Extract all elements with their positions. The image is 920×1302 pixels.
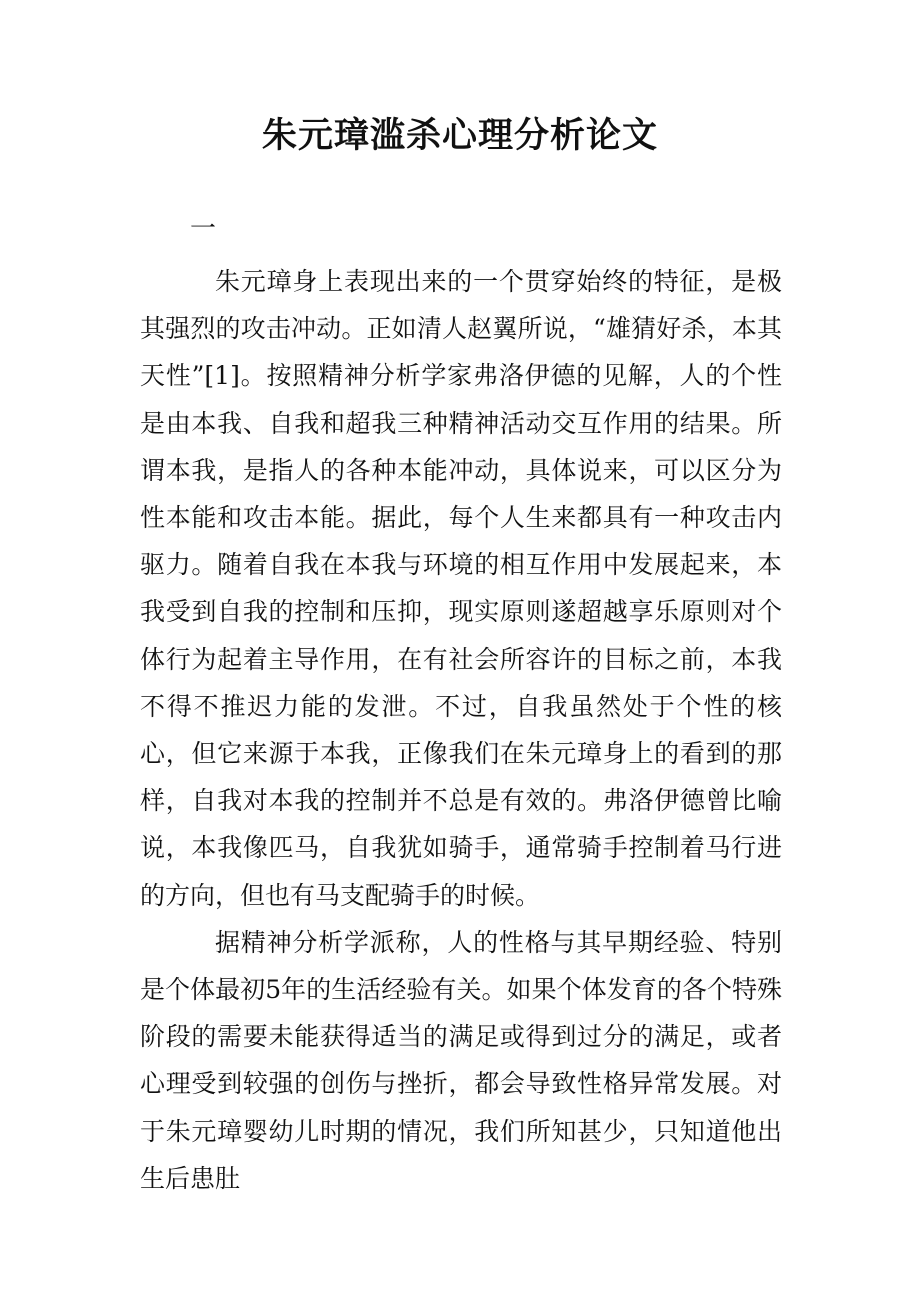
section-number: 一 — [190, 214, 217, 244]
document-body — [140, 258, 782, 1202]
document-title: 朱元璋滥杀心理分析论文 — [261, 115, 658, 156]
paragraph-1: 朱元璋身上表现出来的一个贯穿始终的特征，是极其强烈的攻击冲动。正如清人赵翼所说，“雄猜好杀，本其天性”[1]。按照精神分析学家弗洛伊德的见解，人的个性是由本我、自我和超我三种精神活动交互作用的结果。所谓本我，是指人的各种本能冲动，具体说来，可以区分为性本能和攻击本能。据此，每个人生来都具有一种攻击内驱力。随着自我在本我与环境的相互作用中发展起来，本我受到自我的控制和压抑，现实原则遂超越享乐原则对个体行为起着主导作用，在有社会所容许的目标之前，本我不得不推迟力能的发泄。不过，自我虽然处于个性的核心，但它来源于本我，正像我们在朱元璋身上的看到的那样，自我对本我的控制并不总是有效的。弗洛伊德曾比喻说，本我像匹马，自我犹如骑手，通常骑手控制着马行进的方向，但也有马支配骑手的时候。 — [140, 267, 782, 910]
paragraph-2: 据精神分析学派称，人的性格与其早期经验、特别是个体最初5年的生活经验有关。如果个体发育的各个特殊阶段的需要未能获得适当的满足或得到过分的满足，或者心理受到较强的创伤与挫折，都会导致性格异常发展。对于朱元璋婴幼儿时期的情况，我们所知甚少，只知道他出生后患肚 — [140, 927, 782, 1193]
